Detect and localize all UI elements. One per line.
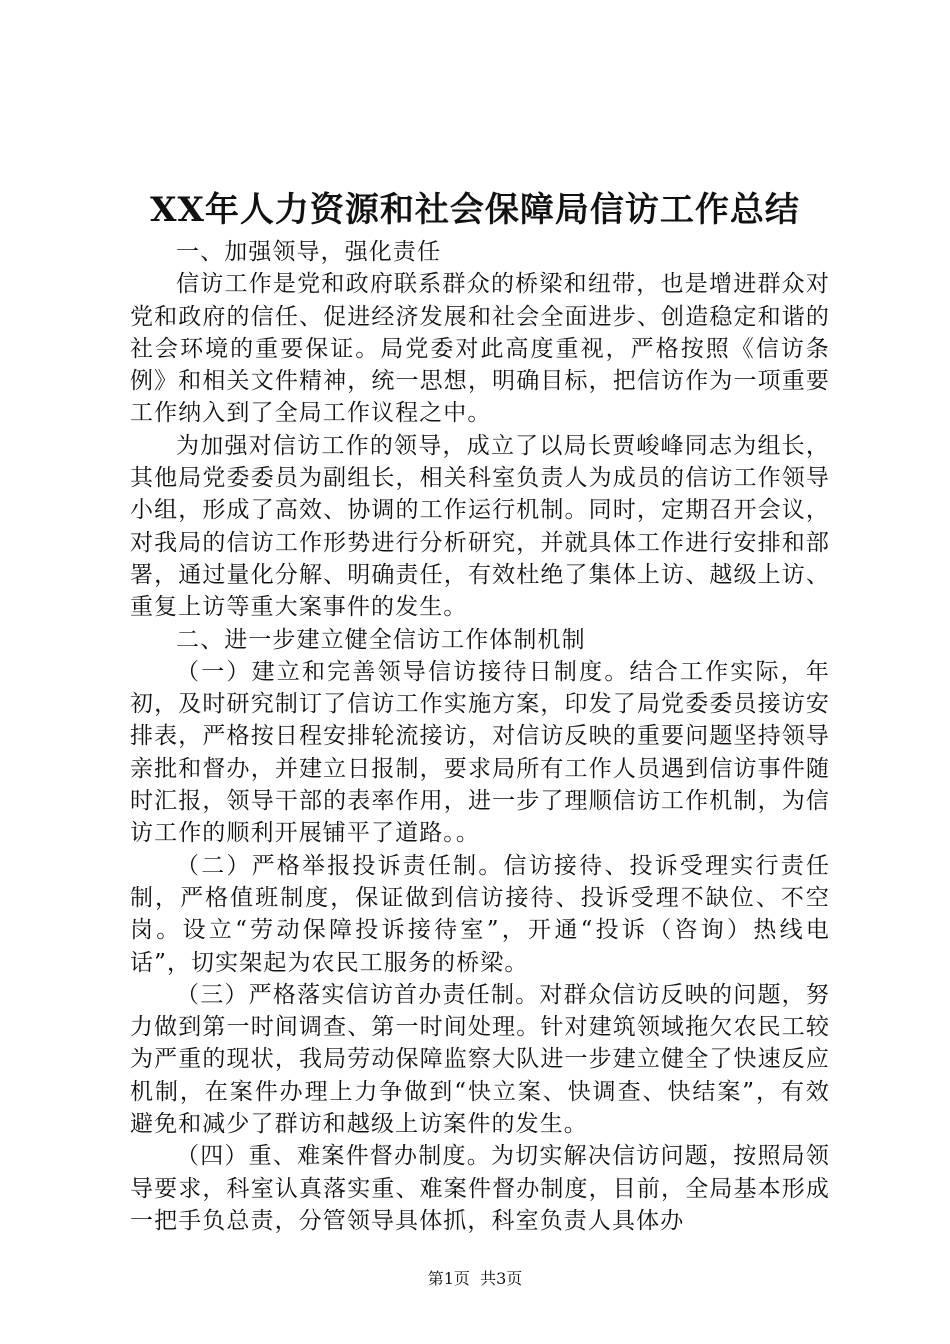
section-heading-1: 一、加强领导，强化责任 bbox=[176, 239, 442, 265]
paragraph: （四）重、难案件督办制度。为切实解决信访问题，按照局领导要求，科室认真落实重、难案件督办制度，目前，全局基本形成一把手负总责，分管领导具体抓，科室负责人具体办 bbox=[130, 1143, 830, 1234]
document-title: XX年人力资源和社会保障局信访工作总结 bbox=[150, 190, 800, 230]
paragraph: （一）建立和完善领导信访接待日制度。结合工作实际，年初，及时研究制订了信访工作实施方案，印发了局党委委员接访安排表，严格按日程安排轮流接访，对信访反映的重要问题坚持领导亲批和督办，并建立日报制，要求局所有工作人员遇到信访事件随时汇报，领导干部的表率作用，进一步了理顺信访工作机制，为信访工作的顺利开展铺平了道路。。 bbox=[130, 658, 830, 847]
paragraph: 信访工作是党和政府联系群众的桥梁和纽带，也是增进群众对党和政府的信任、促进经济发展和社会全面进步、创造稳定和谐的社会环境的重要保证。局党委对此高度重视，严格按照《信访条例》和相关文件精神，统一思想，明确目标，把信访作为一项重要工作纳入到了全局工作议程之中。 bbox=[130, 271, 830, 427]
page-number: 第1页 共3页 bbox=[427, 1269, 523, 1288]
page-footer bbox=[0, 1269, 950, 1289]
document-body bbox=[130, 236, 830, 1237]
paragraph: （三）严格落实信访首办责任制。对群众信访反映的问题，努力做到第一时间调查、第一时间处理。针对建筑领域拖欠农民工较为严重的现状，我局劳动保障监察大队进一步建立健全了快速反应机制，在案件办理上力争做到“快立案、快调查、快结案”，有效避免和减少了群访和越级上访案件的发生。 bbox=[130, 981, 830, 1138]
section-heading-2: 二、进一步建立健全信访工作体制机制 bbox=[176, 626, 586, 653]
paragraph: 为加强对信访工作的领导，成立了以局长贾峻峰同志为组长，其他局党委委员为副组长，相关科室负责人为成员的信访工作领导小组，形成了高效、协调的工作运行机制。同时，定期召开会议，对我局的信访工作形势进行分析研究，并就具体工作进行安排和部署，通过量化分解、明确责任，有效杜绝了集体上访、越级上访、重复上访等重大案事件的发生。 bbox=[130, 432, 830, 621]
paragraph: （二）严格举报投诉责任制。信访接待、投诉受理实行责任制，严格值班制度，保证做到信访接待、投诉受理不缺位、不空岗。设立“劳动保障投诉接待室”，开通“投诉（咨询）热线电话”，切实架起为农民工服务的桥梁。 bbox=[130, 852, 830, 976]
